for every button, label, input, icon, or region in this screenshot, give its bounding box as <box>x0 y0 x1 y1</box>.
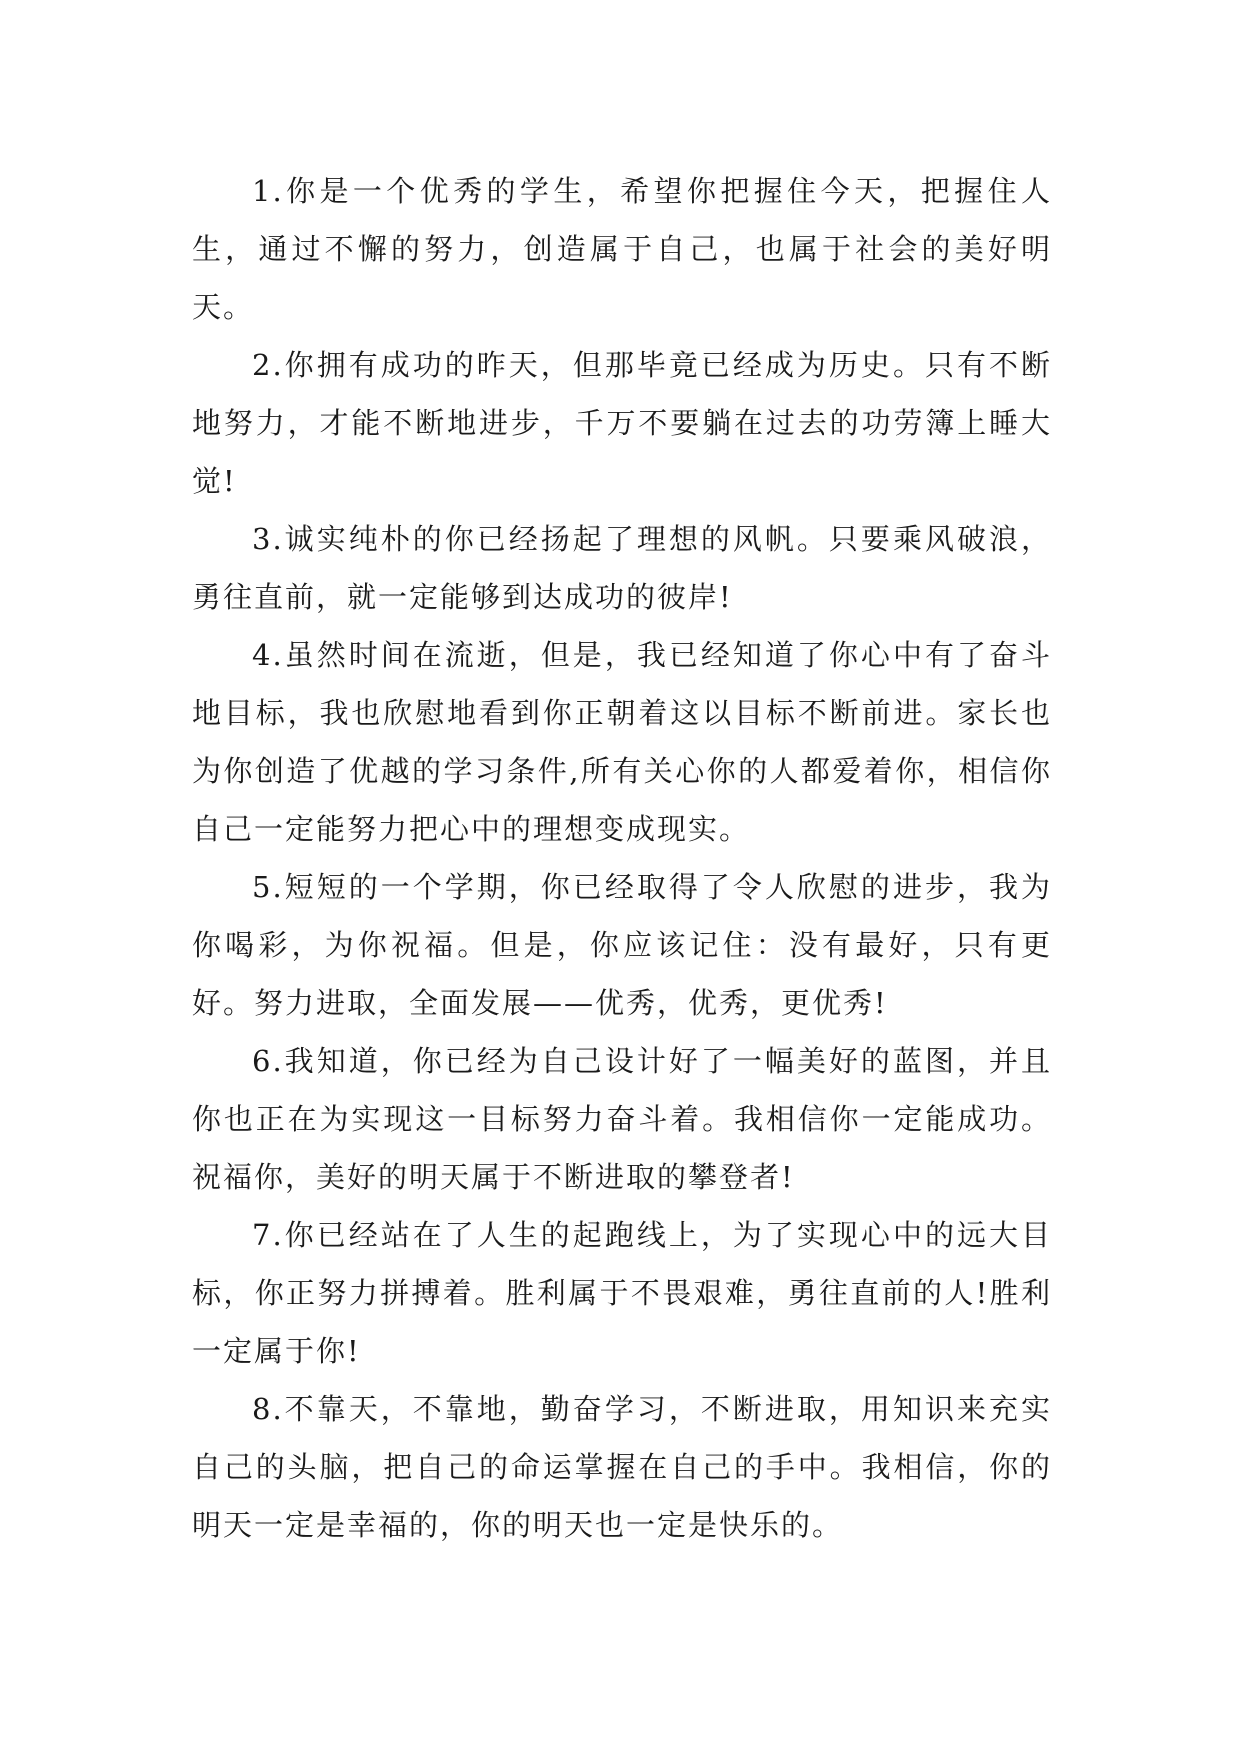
paragraph-4: 4.虽然时间在流逝，但是，我已经知道了你心中有了奋斗地目标，我也欣慰地看到你正朝着这以目标不断前进。家长也为你创造了优越的学习条件,所有关心你的人都爱着你，相信你自己一定能努力把心中的理想变成现实。 <box>192 638 1052 846</box>
paragraph-1: 1.你是一个优秀的学生，希望你把握住今天，把握住人生，通过不懈的努力，创造属于自己，也属于社会的美好明天。 <box>192 174 1052 324</box>
paragraph-7: 7.你已经站在了人生的起跑线上，为了实现心中的远大目标，你正努力拼搏着。胜利属于不畏艰难，勇往直前的人!胜利一定属于你! <box>192 1218 1052 1368</box>
document-body <box>192 162 1052 1554</box>
paragraph-8: 8.不靠天，不靠地，勤奋学习，不断进取，用知识来充实自己的头脑，把自己的命运掌握在自己的手中。我相信，你的明天一定是幸福的，你的明天也一定是快乐的。 <box>192 1392 1052 1542</box>
paragraph-6: 6.我知道，你已经为自己设计好了一幅美好的蓝图，并且你也正在为实现这一目标努力奋斗着。我相信你一定能成功。祝福你，美好的明天属于不断进取的攀登者! <box>192 1044 1052 1194</box>
paragraph-5: 5.短短的一个学期，你已经取得了令人欣慰的进步，我为你喝彩，为你祝福。但是，你应该记住：没有最好，只有更好。努力进取，全面发展——优秀，优秀，更优秀! <box>192 870 1052 1020</box>
paragraph-2: 2.你拥有成功的昨天，但那毕竟已经成为历史。只有不断地努力，才能不断地进步，千万不要躺在过去的功劳簿上睡大觉! <box>192 348 1052 498</box>
paragraph-3: 3.诚实纯朴的你已经扬起了理想的风帆。只要乘风破浪，勇往直前，就一定能够到达成功的彼岸! <box>192 522 1052 614</box>
